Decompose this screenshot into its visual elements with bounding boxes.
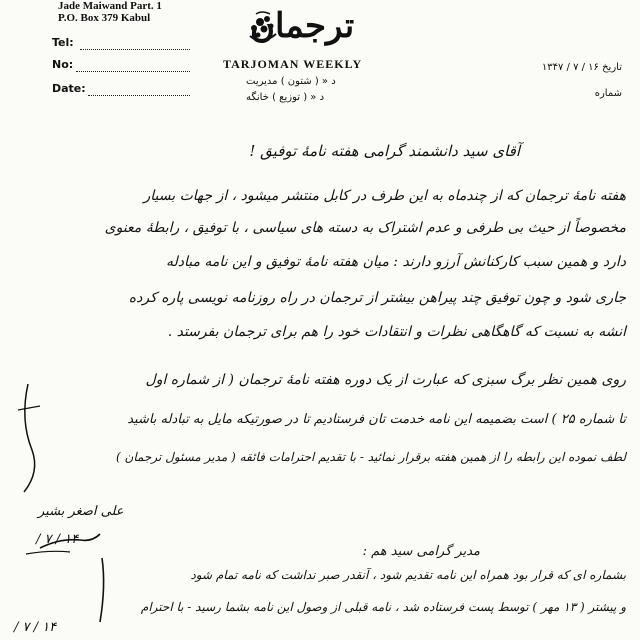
body-line: روی همین نظر برگ سبزی که عبارت از یک دوره هفته نامهٔ ترجمان ( از شماره اول	[145, 372, 626, 388]
signature-name: علی اصغر بشیر	[38, 504, 124, 519]
postscript-line: و پیشتر ( ۱۳ مهر ) توسط پست فرستاده شد ، نامه قبلی از وصول این نامه بشما رسید - با احترام	[140, 600, 626, 614]
date-label: Date:	[52, 82, 86, 95]
phone-line-2: د « ( توزیع ) خانگه	[246, 92, 325, 103]
postscript-header: مدیر گرامی سید هم :	[362, 544, 480, 559]
body-line: هفته نامهٔ ترجمان که از چندماه به این طرف در کابل منتشر میشود ، از جهات بسیار	[143, 188, 626, 204]
no-label: No:	[52, 58, 74, 71]
body-line: تا شماره ۲۵ ) است بضمیمه این نامه خدمت تان فرستادیم تا در صورتیکه مایل به تبادله باشید	[127, 412, 626, 427]
body-line: انشه به نسبت که گاهگاهی نظرات و انتقادات خود را هم برای ترجمان بفرستد .	[167, 324, 626, 340]
weekly-label: TARJOMAN WEEKLY	[223, 57, 363, 71]
postscript-signature: ۱۴ / ۷ /	[14, 620, 57, 635]
logo-text: ترجمان	[250, 6, 355, 46]
body-line: جاری شود و چون توفیق چند پیراهن بیشتر از ترجمان در راه روزنامه نویسی پاره کرده	[128, 290, 626, 306]
persian-date: تاریخ ۱۶ / ۷ / ۱۳۴۷	[541, 62, 622, 73]
tel-dotted-line	[80, 49, 190, 50]
persian-number-label: شماره	[594, 88, 622, 99]
postscript-margin-stroke	[92, 556, 112, 626]
phone-line-1: د « ( شتون ) مدیریت	[246, 76, 336, 87]
tel-label: Tel:	[52, 36, 74, 49]
salutation: آقای سید دانشمند گرامی هفته نامهٔ توفیق !	[249, 142, 520, 160]
signature-date: ۱۴ / ۷ /	[36, 532, 79, 547]
body-line: دارد و همین سبب کارکنانش آرزو دارند : میان هفته نامهٔ توفیق و این نامه مبادله	[165, 254, 626, 270]
margin-annotation	[10, 380, 50, 500]
address-line-2: P.O. Box 379 Kabul	[58, 12, 151, 24]
body-line: مخصوصاً از حیث بی طرفی و عدم اشتراک به دسته های سیاسی ، با توفیق ، رابطهٔ معنوی	[104, 220, 626, 236]
date-dotted-line	[88, 95, 190, 96]
body-line: لطف نموده این رابطه را از همین هفته برقرار نمائید - با تقدیم احترامات فائقه ( مدیر مسئول ترجمان )	[116, 450, 626, 464]
no-dotted-line	[76, 71, 190, 72]
address-line-1: Jade Maiwand Part. 1	[58, 0, 162, 12]
postscript-line: بشماره ای که قرار بود همراه این نامه تقدیم شود ، آنقدر صبر نداشت که نامه تمام شود	[190, 568, 626, 582]
signature-scribble	[20, 498, 110, 558]
